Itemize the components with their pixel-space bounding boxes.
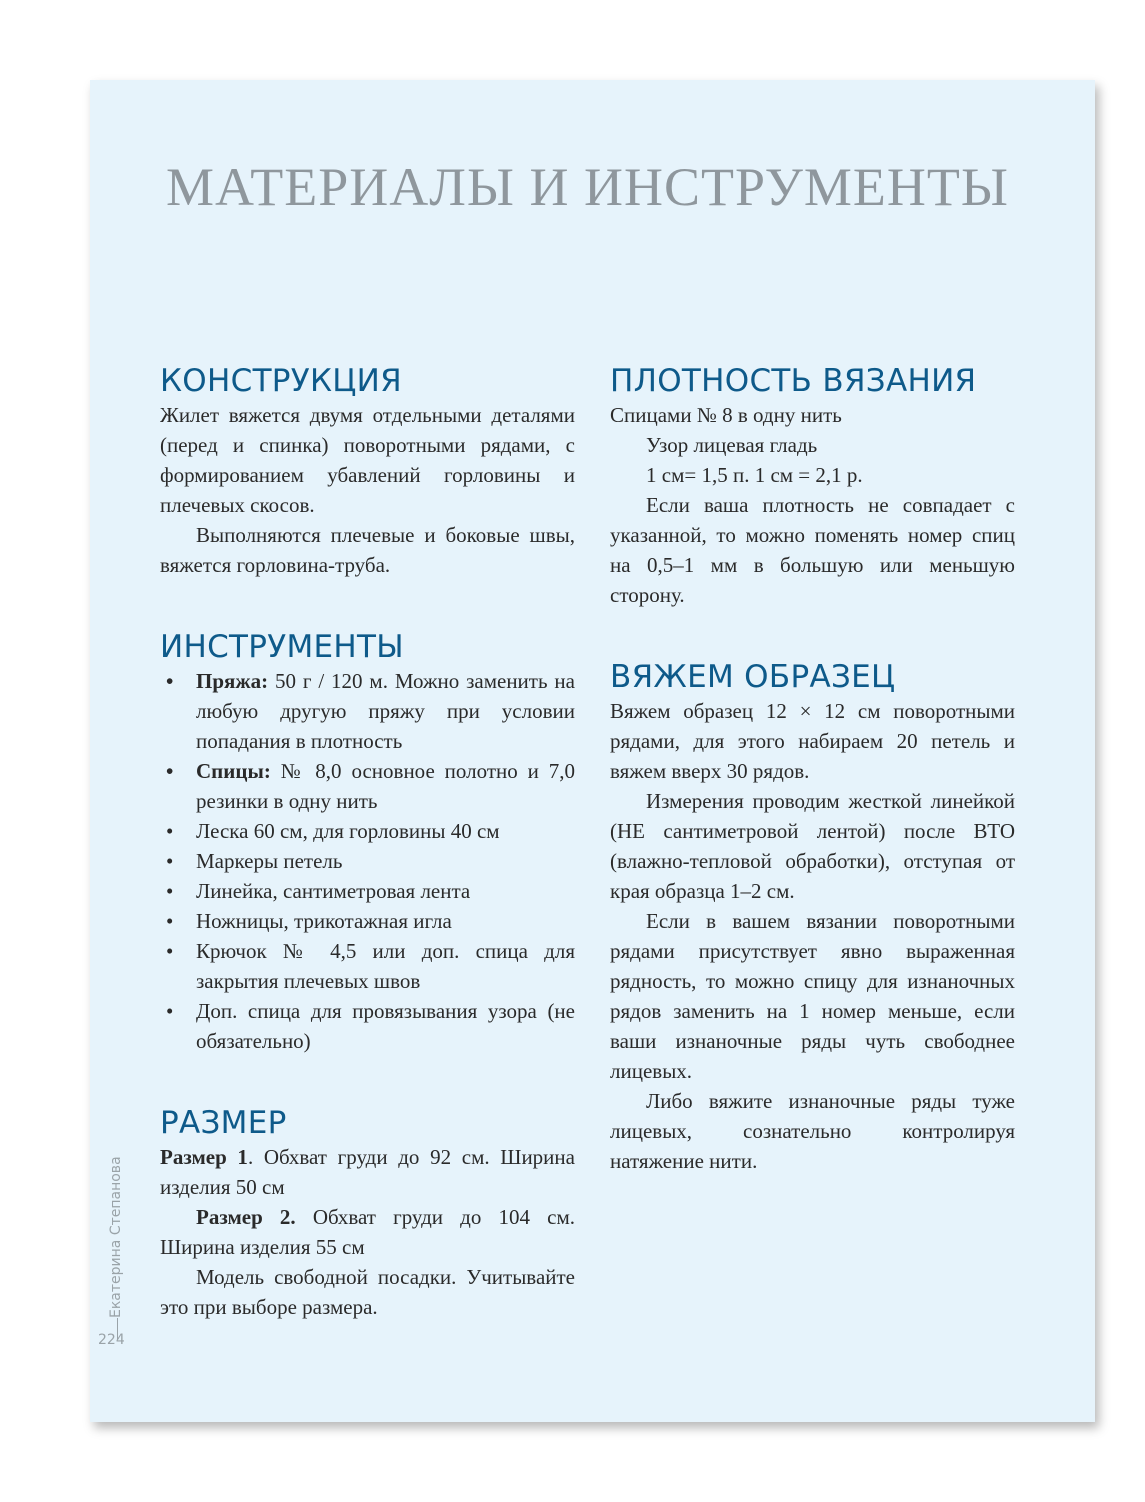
tools-list	[160, 666, 575, 1056]
list-item	[160, 846, 575, 876]
sample-heading: ВЯЖЕМ ОБРАЗЕЦ	[610, 659, 896, 695]
construction-heading: КОНСТРУКЦИЯ	[160, 363, 402, 399]
tools-heading: ИНСТРУМЕНТЫ	[160, 629, 404, 665]
bullet-icon: •	[166, 939, 174, 963]
list-item-text: Маркеры петель	[196, 849, 343, 873]
list-item	[160, 906, 575, 936]
list-item	[160, 816, 575, 846]
list-item	[160, 756, 575, 816]
list-item	[160, 936, 575, 996]
gauge-heading: ПЛОТНОСТЬ ВЯЗАНИЯ	[610, 363, 977, 399]
list-item	[160, 666, 575, 756]
needles-label: Спицы:	[196, 759, 271, 783]
size-2-paragraph	[160, 1202, 575, 1262]
bullet-icon: •	[166, 759, 174, 783]
size-1-text: . Обхват груди до 92 см. Ширина изделия 50 см	[160, 1145, 575, 1199]
left-column	[160, 362, 575, 1322]
yarn-label: Пряжа:	[196, 669, 269, 693]
size-1-label: Размер 1	[160, 1145, 248, 1169]
construction-section	[160, 362, 575, 580]
list-item-text: Крючок № 4,5 или доп. спица для закрытия плечевых швов	[196, 939, 575, 993]
tools-section	[160, 628, 575, 1056]
sample-section	[610, 658, 1015, 1176]
page-title: МАТЕРИАЛЫ И ИНСТРУМЕНТЫ	[166, 157, 1009, 217]
gauge-line-2: Узор лицевая гладь	[646, 433, 818, 457]
bullet-icon: •	[166, 669, 174, 693]
right-column	[610, 362, 1015, 1176]
gauge-line-1: Спицами № 8 в одну нить	[610, 403, 842, 427]
gauge-section	[610, 362, 1015, 610]
sample-paragraph-2: Измерения проводим жесткой линейкой (НЕ сантиметровой лентой) после ВТО (влажно-тепловой обработки), отступая от края образца 1–2 см.	[610, 789, 1015, 903]
bullet-icon: •	[166, 879, 174, 903]
gauge-line-3: 1 см= 1,5 п. 1 см = 2,1 р.	[646, 463, 863, 487]
construction-paragraph-1: Жилет вяжется двумя отдельными деталями (перед и спинка) поворотными рядами, с формированием убавлений горловины и плечевых скосов.	[160, 403, 575, 517]
construction-paragraph-2: Выполняются плечевые и боковые швы, вяжется горловина-труба.	[160, 523, 575, 577]
needles-text: № 8,0 основное полотно и 7,0 резинки в одну нить	[196, 759, 575, 813]
sample-paragraph-3: Если в вашем вязании поворотными рядами присутствует явно выраженная рядность, то можно спицу для изнаночных рядов заменить на 1 номер меньше, если ваши изнаночные ряды чуть свободнее лицевых.	[610, 909, 1015, 1083]
size-1-paragraph	[160, 1142, 575, 1202]
sample-paragraph-4: Либо вяжите изнаночные ряды туже лицевых, сознательно контролируя натяжение нити.	[610, 1089, 1015, 1173]
bullet-icon: •	[166, 999, 174, 1023]
page	[90, 80, 1095, 1422]
sample-paragraph-1: Вяжем образец 12 × 12 см поворотными рядами, для этого набираем 20 петель и вяжем вверх 30 рядов.	[610, 699, 1015, 783]
bullet-icon: •	[166, 849, 174, 873]
list-item-text: Ножницы, трикотажная игла	[196, 909, 452, 933]
page-number: 224	[98, 1332, 125, 1348]
author-name: Екатерина Степанова	[108, 1156, 124, 1318]
size-2-text: Обхват груди до 104 см. Ширина изделия 55 см	[160, 1205, 575, 1259]
yarn-text: 50 г / 120 м. Можно заменить на любую другую пряжу при условии попадания в плотность	[196, 669, 575, 753]
bullet-icon: •	[166, 909, 174, 933]
list-item-text: Доп. спица для провязывания узора (не обязательно)	[196, 999, 575, 1053]
size-heading: РАЗМЕР	[160, 1105, 287, 1141]
size-section	[160, 1104, 575, 1322]
bullet-icon: •	[166, 819, 174, 843]
gauge-paragraph: Если ваша плотность не совпадает с указанной, то можно поменять номер спиц на 0,5–1 мм в большую или меньшую сторону.	[610, 493, 1015, 607]
list-item	[160, 876, 575, 906]
list-item-text: Леска 60 см, для горловины 40 см	[196, 819, 500, 843]
list-item-text: Линейка, сантиметровая лента	[196, 879, 471, 903]
size-2-label: Размер 2.	[196, 1205, 296, 1229]
size-note: Модель свободной посадки. Учитывайте это при выборе размера.	[160, 1265, 575, 1319]
list-item	[160, 996, 575, 1056]
